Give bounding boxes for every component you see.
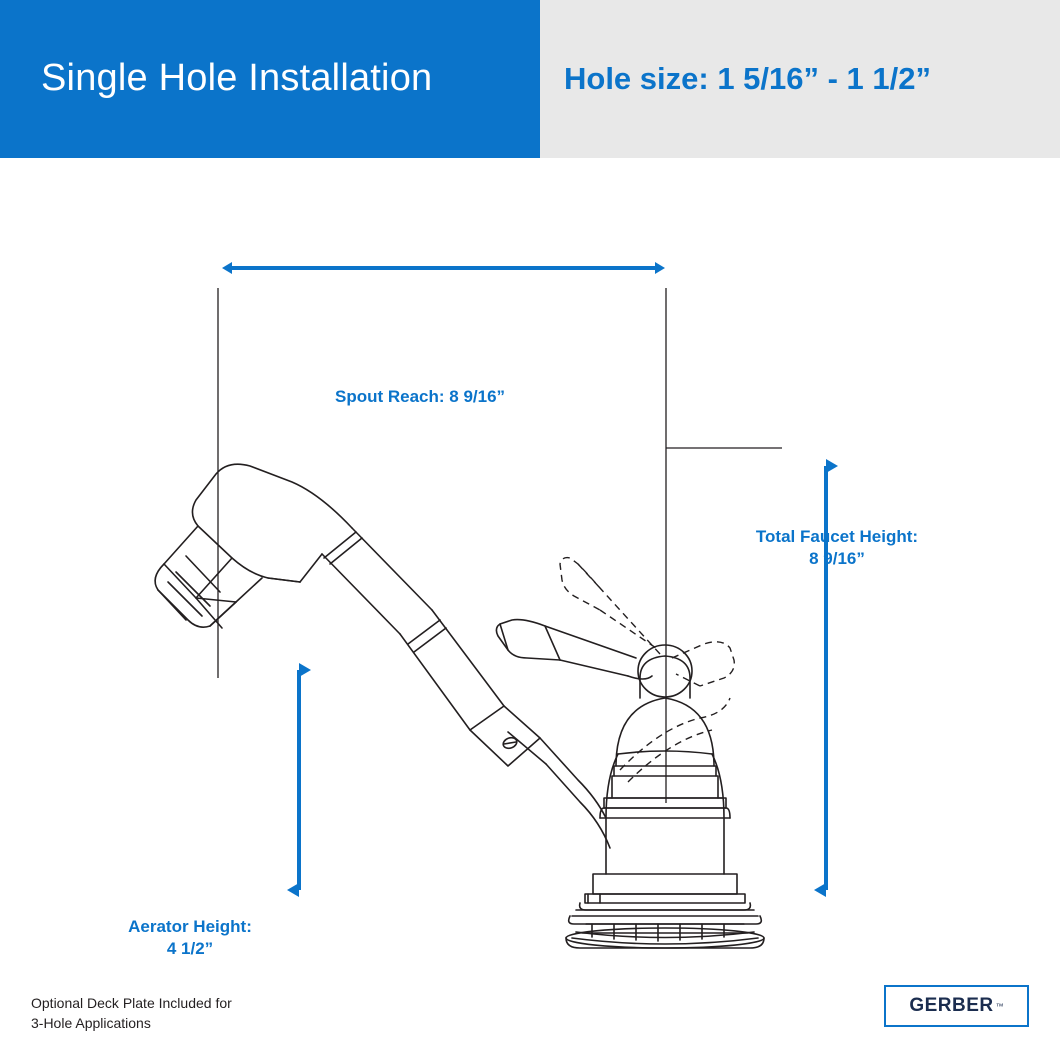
faucet-illustration	[496, 620, 764, 948]
label-total-faucet-height-line2: 8 9/16”	[809, 549, 865, 569]
deck-plate-note-line2: 3-Hole Applications	[31, 1015, 151, 1032]
label-total-faucet-height	[722, 526, 952, 570]
header-left-panel	[0, 0, 540, 158]
pullout-spray-wand	[155, 464, 610, 848]
hole-size-title: Hole size: 1 5/16” - 1 1/2”	[564, 60, 932, 96]
label-aerator-height-line1: Aerator Height:	[128, 917, 252, 936]
label-aerator-height-line2: 4 1/2”	[166, 939, 214, 959]
handle-phantom-up	[560, 558, 660, 654]
label-aerator-height	[100, 916, 280, 960]
label-spout-reach: Spout Reach: 8 9/16”	[335, 387, 506, 406]
brand-logo-text: GERBER	[909, 995, 994, 1016]
faucet-diagram	[0, 158, 1060, 1060]
header-right-panel	[540, 0, 1060, 158]
handle-phantom-side	[620, 642, 734, 782]
brand-trademark-symbol: ™	[995, 1001, 1004, 1011]
installation-type-title: Single Hole Installation	[41, 57, 433, 100]
deck-plate-note	[31, 993, 361, 1034]
deck-plate-note-line1: Optional Deck Plate Included for	[31, 995, 232, 1011]
header	[0, 0, 1060, 158]
brand-logo	[884, 985, 1029, 1027]
label-total-faucet-height-line1: Total Faucet Height:	[755, 527, 919, 546]
